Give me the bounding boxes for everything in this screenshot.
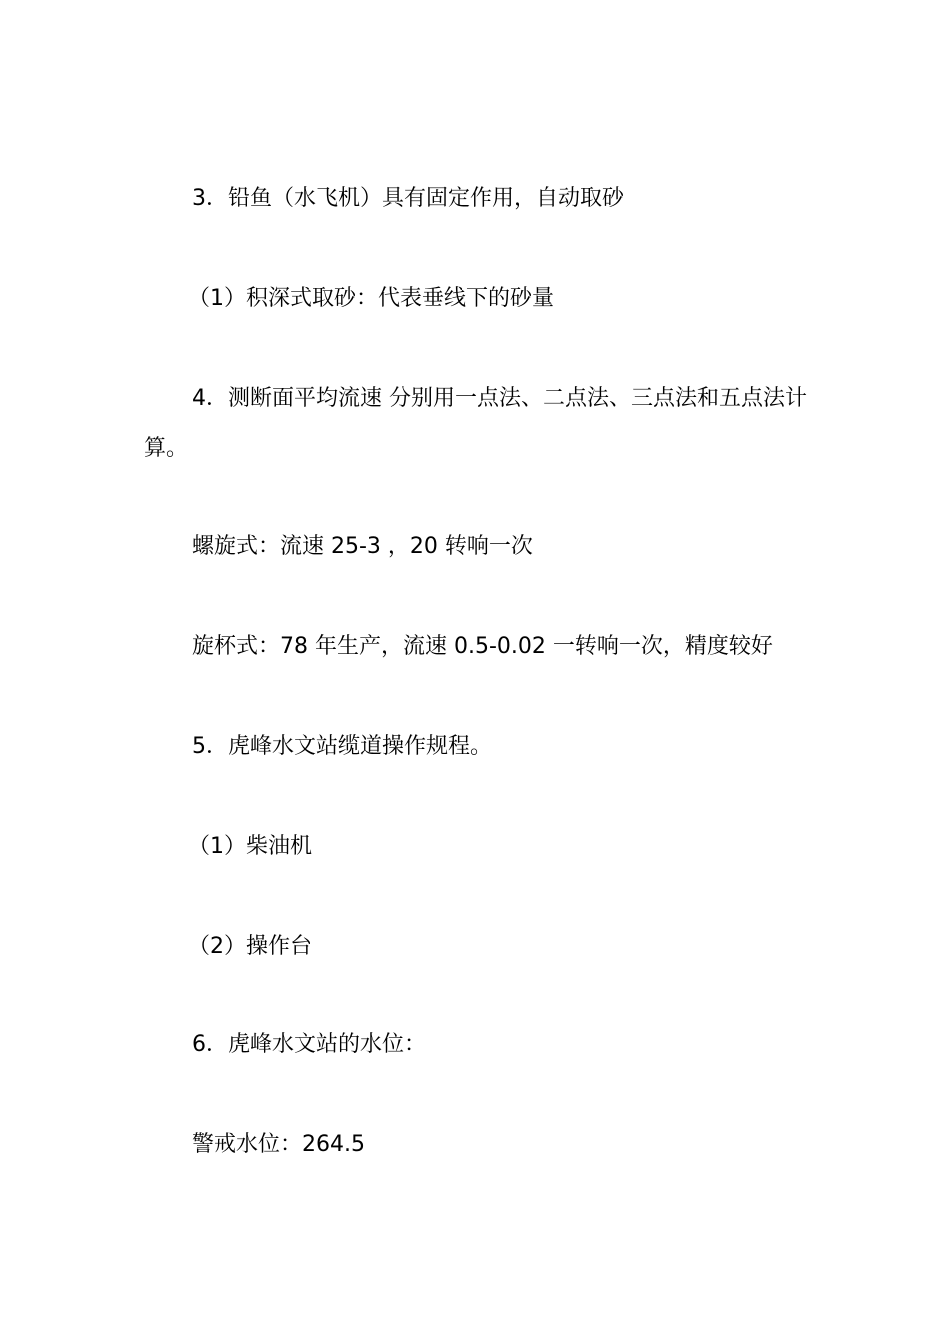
paragraph-9: 6．虎峰水文站的水位： bbox=[192, 1032, 426, 1057]
paragraph-7: （1）柴油机 bbox=[188, 834, 312, 859]
paragraph-2: （1）积深式取砂：代表垂线下的砂量 bbox=[188, 286, 554, 311]
paragraph-8: （2）操作台 bbox=[188, 934, 312, 959]
paragraph-10: 警戒水位：264.5 bbox=[192, 1132, 365, 1157]
paragraph-5: 旋杯式：78 年生产，流速 0.5-0.02 一转响一次，精度较好 bbox=[192, 634, 773, 659]
paragraph-6: 5．虎峰水文站缆道操作规程。 bbox=[192, 734, 492, 759]
paragraph-3: 4．测断面平均流速 分别用一点法、二点法、三点法和五点法计算。 bbox=[144, 386, 807, 461]
paragraph-4: 螺旋式：流速 25-3 ，20 转响一次 bbox=[192, 534, 533, 559]
paragraph-1: 3．铅鱼（水飞机）具有固定作用，自动取砂 bbox=[192, 186, 624, 211]
